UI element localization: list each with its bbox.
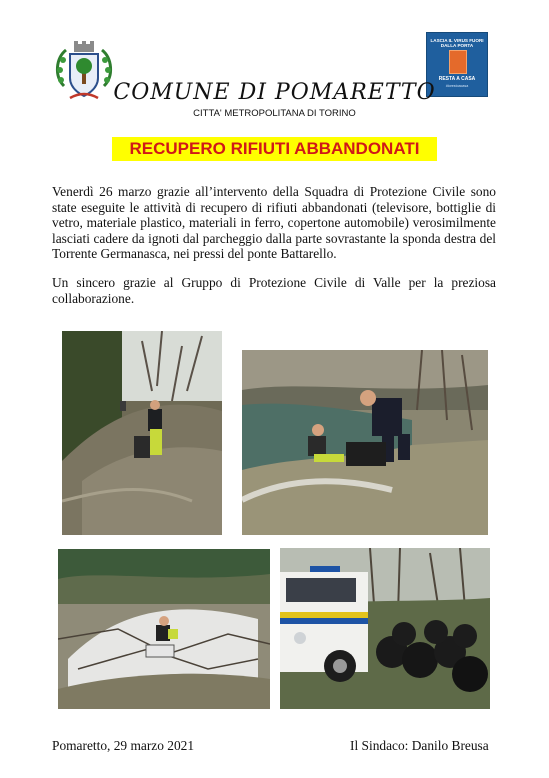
poster-hashtag: #iorestoacasa (445, 84, 469, 88)
photo-volunteer-slope (62, 331, 222, 535)
poster-headline: LASCIA IL VIRUS FUORI DALLA PORTA (430, 38, 484, 48)
mayor-signature: Il Sindaco: Danilo Breusa (350, 738, 489, 753)
poster-slogan: RESTA A CASA (438, 76, 476, 82)
notice-title: RECUPERO RIFIUTI ABBANDONATI (112, 137, 437, 161)
place-and-date: Pomaretto, 29 marzo 2021 (52, 738, 195, 753)
door-icon (449, 50, 467, 74)
paragraph-intervention: Venerdì 26 marzo grazie all’intervento della Squadra di Protezione Civile sono state eseguite le attività di recupero di rifiuti abbandonati (televisore, bottiglie di vetro, materiale plastico, materiali in ferro, copertone automobile) verosimilmente lasciati cadere da ignoti dal parcheggio dalla parte sovrastante la sponda destra del Torrente Germanasca, nei pressi del ponte Battarello. (52, 184, 496, 262)
photo-volunteer-snow (58, 549, 270, 709)
photo-vehicle-bags (280, 548, 490, 709)
municipality-name: COMUNE DI POMARETTO (113, 80, 436, 105)
metropolitan-city: CITTA' METROPOLITANA DI TORINO (193, 108, 356, 119)
paragraph-thanks: Un sincero grazie al Gruppo di Protezione Civile di Valle per la preziosa collaborazione. (52, 275, 496, 306)
photo-volunteers-riverbank (242, 350, 488, 535)
